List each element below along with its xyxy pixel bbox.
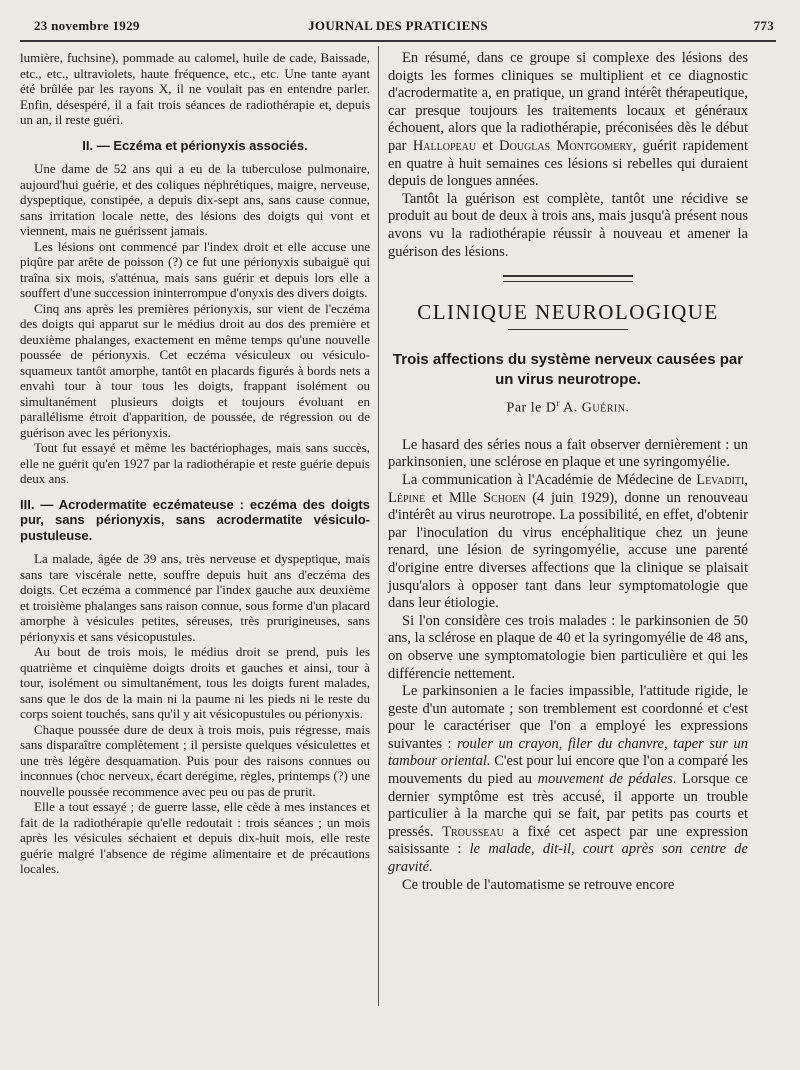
text-run: La communication à l'Académie de Médecine de: [402, 471, 697, 488]
running-header: [20, 14, 776, 38]
text-run: a fixé cet aspect par une expression saisissante :: [388, 823, 748, 858]
italic-run: le malade, dit-il, court après son centre de gravité.: [388, 841, 748, 876]
paragraph: [388, 683, 748, 877]
text-run: Le parkinsonien a le facies impassible, l'attitude rigide, le geste d'un automate ; son tremblement est coordonné et c'est pour le caractériser que l'on a employé les expressions suivantes :: [388, 683, 748, 752]
article-title: Trois affections du système nerveux causées par un virus neurotrope.: [392, 351, 744, 389]
paragraph: La malade, âgée de 39 ans, très nerveuse et dyspeptique, mais sans tare viscérale nette, souffre depuis huit ans d'eczéma des doigts. Cet eczéma a commencé par l'index gauche aux deuxième et troisième phalanges sans raison connue, sous forme d'un placard amorphe à vésicules petites, séreuses, très prurigineuses, sans périonyxis et sans vésicopustules.: [20, 551, 370, 644]
right-column: [388, 50, 748, 894]
rubric-underline: [508, 329, 628, 330]
text-run: . Lorsque ce dernier symptôme est très accusé, il apporte un trouble particulier à la marche qui se fait, par petits pas courts et pressés.: [388, 771, 748, 840]
author-name: Lépine: [388, 489, 426, 506]
paragraph: lumière, fuchsine), pommade au calomel, huile de cade, Baissade, etc., etc., ultraviolets, haute fréquence, etc., etc. Une tante ayant été brûlée par les rayons X, il ne voulait pas en entendre parler. Enfin, désespéré, il a fait trois séances de radiothérapie et, depuis un an, il reste guéri.: [20, 50, 370, 127]
author-name: A. Guérin.: [559, 400, 630, 416]
byline-sup: r: [556, 398, 560, 409]
paragraph: Les lésions ont commencé par l'index droit et elle accuse une piqûre par arête de poisson (?) ce fut une périonyxis subaiguë qui traîna six mois, s'atténua, mais sans guérir et depuis lors elle a souffert d'une succession ininterrompue d'onyxis des divers doigts.: [20, 238, 370, 300]
text-run: , guérit rapidement en quatre à huit semaines ces lésions si rebelles qui duraient depuis de longues années.: [388, 137, 748, 190]
paragraph: Ce trouble de l'automatisme se retrouve encore: [402, 876, 675, 893]
author-name: Douglas Montgomery: [499, 137, 633, 154]
article-byline: [388, 398, 748, 417]
paragraph: Chaque poussée dure de deux à trois mois, puis régresse, mais sans disparaître complètement ; il persiste quelques vésiculettes et une très légère desquamation. Puis pour des raisons connues ou inconnues (choc nerveux, écart derégime, règles, printemps (?) une nouvelle poussée recommence avec peu ou pas de prurit.: [20, 721, 370, 799]
left-column: [20, 50, 370, 877]
paragraph: Au bout de trois mois, le médius droit se prend, puis les quatrième et cinquième doigts droits et gauches et ainsi, tour à tour, isolément ou simultanément, tous les doigts furent malades, sans que le dos de la main ni la paume ni les pieds ni le reste du corps soient touchés, sans qu'il y ait vésicopustules ou périonyxis.: [20, 644, 370, 721]
text-run: C'est pour lui encore que l'on a comparé les mouvements du pied au: [388, 753, 748, 788]
paragraph: Une dame de 52 ans qui a eu de la tuberculose pulmonaire, aujourd'hui guérie, et des coliques néphrétiques, maigre, nerveuse, dyspeptique, constipée, a depuis dix-sept ans, sans cause connue, sans irritation locale nette, des lésions des doigts qui vont et viennent, mais ne guérissent jamais.: [20, 161, 370, 238]
section-heading-ii: II. — Eczéma et périonyxis associés.: [82, 137, 308, 153]
header-date: 23 novembre 1929: [34, 18, 140, 33]
decorative-rule: [503, 275, 633, 282]
paragraph: Elle a tout essayé ; de guerre lasse, elle cède à mes instances et fait de la radiothérapie qu'elle redoutait : trois séances ; un mois après les vésicules séchaient et depuis dix-huit mois, elle reste guérie malgré l'absence de régime alimentaire et de précautions locales.: [20, 799, 370, 876]
author-name: Schoen: [483, 489, 526, 506]
text-run: En résumé, dans ce groupe si complexe des lésions des doigts les formes cliniques se multiplient et ce diagnostic d'acrodermatite a, en pratique, un grand intérêt thérapeutique, car presque toujours les traitements locaux et généraux échouent, alors que la radiothérapie, préconisées dès le début par: [388, 50, 748, 154]
header-page-number: 773: [753, 18, 774, 33]
header-rule: [20, 40, 776, 42]
author-name: Levaditi: [696, 471, 745, 488]
paragraph: Cinq ans après les premières périonyxis, sur vient de l'eczéma des doigts qui apparut sur le médius droit au dos des première et deuxième phalanges, exactement en même temps qu'une nouvelle poussée de périonyxis. Cet eczéma vésiculeux ou vésiculo-squameux tantôt amorphe, tantôt en placards figurés à bords nets a envahi tour à tour tous les doigts, frappant isolément ou simultanément plusieurs doigts et toujours évoluant en parallélisme étroit d'apparition, de poussée, de régression ou de guérison avec les périonyxis.: [20, 300, 370, 440]
column-divider: [378, 46, 379, 1006]
text-run: (4 juin 1929), donne un renouveau d'intérêt au virus neurotrope. La possibilité, en effet, d'obtenir par l'inoculation du virus encéphalitique chez un jeune renard, une lésion de syringomyélie, accuse une parenté d'origine entre diverses affections que la clinique se plaisait jusqu'alors à opposer tant dans leur symptomatologie que dans leur étiologie.: [388, 489, 748, 612]
paragraph: Si l'on considère ces trois malades : le parkinsonien de 50 ans, la sclérose en plaque de 40 et la syringomyélie de 48 ans, on observe une symptomatologie bien particulière et qui les différencie nettement.: [388, 612, 748, 682]
italic-run: mouvement de pédales: [537, 771, 673, 788]
paragraph: Tout fut essayé et même les bactériophages, mais sans succès, elle ne guérit qu'en 1927 par la radiothérapie et reste guérie depuis deux ans.: [20, 440, 370, 486]
text-run: et Mlle: [425, 489, 484, 506]
italic-run: rouler un crayon, filer du chanvre, taper sur un tambour oriental.: [388, 735, 748, 770]
paragraph: Tantôt la guérison est complète, tantôt une récidive se produit au bout de deux à trois ans, mais jusqu'à présent nous avons vu la radiothérapie réussir à nouveau et amener la guérison des lésions.: [388, 190, 748, 260]
byline-prefix: Par le D: [506, 400, 557, 416]
rubric-title: CLINIQUE NEUROLOGIQUE: [417, 300, 719, 325]
header-journal-title: JOURNAL DES PRATICIENS: [308, 18, 488, 33]
paragraph: [388, 472, 748, 613]
author-name: Trousseau: [442, 823, 504, 840]
author-name: Hallopeau: [412, 137, 477, 154]
paragraph: Le hasard des séries nous a fait observer dernièrement : un parkinsonien, une sclérose en plaque et une syringomyélie.: [388, 436, 748, 471]
section-heading-iii: III. — Acrodermatite eczémateuse : eczéma des doigts pur, sans périonyxis, sans acrodermatite vésiculo-pustuleuse.: [20, 496, 370, 543]
text-run: et: [476, 137, 500, 154]
summary-paragraph: [388, 50, 748, 191]
text-run: ,: [744, 471, 748, 488]
